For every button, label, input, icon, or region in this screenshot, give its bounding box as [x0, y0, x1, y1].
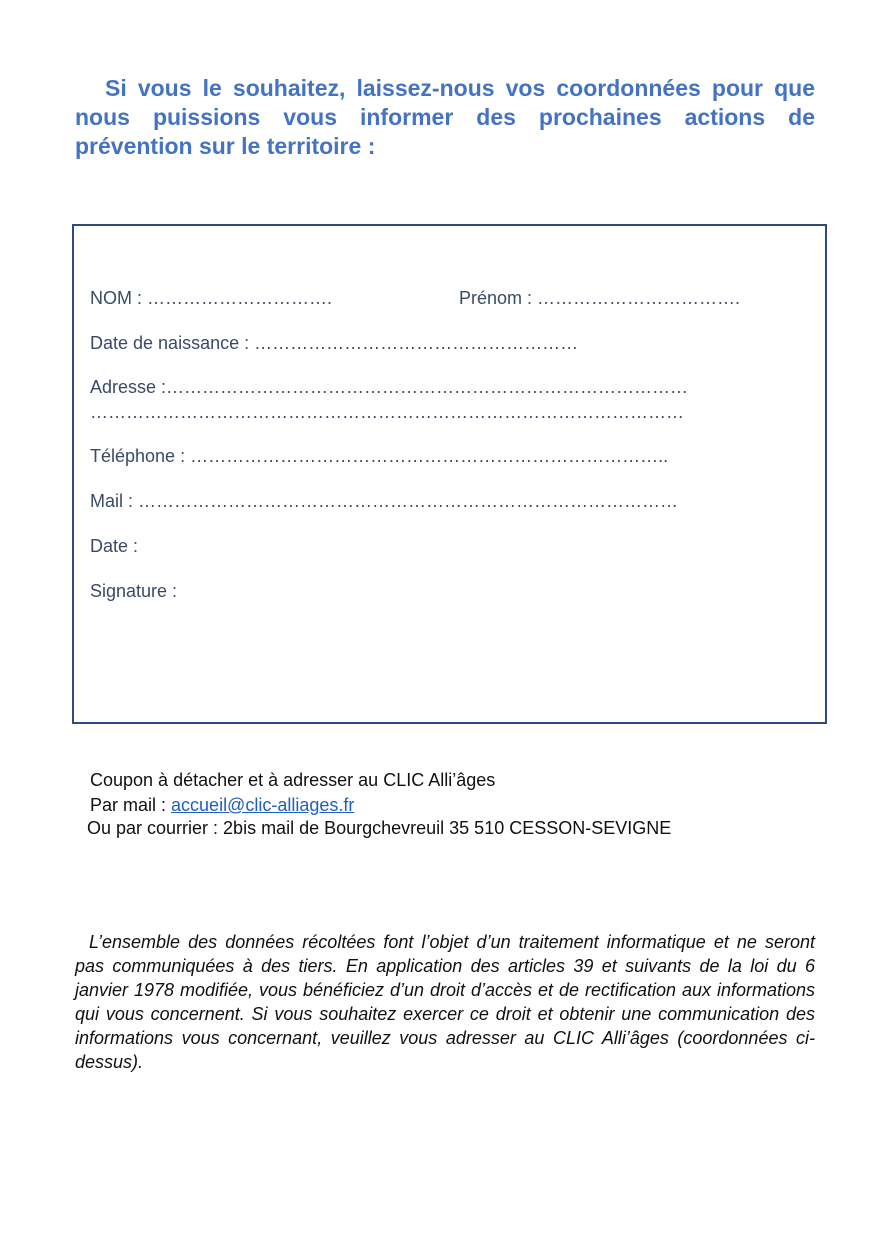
field-adresse[interactable]: Adresse :…………………………………………………………………………… [90, 377, 689, 397]
field-telephone[interactable]: Téléphone : …………………………………………………………………….. [90, 446, 669, 466]
coupon-mail-link[interactable]: accueil@clic-alliages.fr [171, 795, 355, 815]
coupon-postal-address: Ou par courrier : 2bis mail de Bourgchevreuil 35 510 CESSON-SEVIGNE [87, 818, 672, 838]
field-date-naissance[interactable]: Date de naissance : ……………………………………………… [90, 333, 579, 353]
contact-form-box [72, 224, 827, 724]
field-mail[interactable]: Mail : ……………………………………………………………………………… [90, 491, 679, 511]
coupon-mail-label: Par mail : [90, 795, 172, 815]
field-signature[interactable]: Signature : [90, 581, 178, 601]
intro-text: Si vous le souhaitez, laissez-nous vos coordonnées pour que nous puissions vous informer des prochaines actions de prévention sur le territoire : [75, 75, 815, 159]
field-adresse-line2[interactable]: ……………………………………………………………………………………… [90, 402, 684, 422]
coupon-mail-line [90, 795, 354, 816]
field-date[interactable]: Date : [90, 536, 139, 556]
coupon-instruction: Coupon à détacher et à adresser au CLIC Alli’âges [90, 770, 496, 790]
field-prenom[interactable]: Prénom : ……………………………. [459, 288, 741, 308]
field-nom[interactable]: NOM : …………………………. [90, 288, 332, 308]
legal-notice: L’ensemble des données récoltées font l’objet d’un traitement informatique et ne seront pas communiquées à des tiers. En application des articles 39 et suivants de la loi du 6 janvier 1978 modifiée, vous bénéficiez d’un droit d’accès et de rectification aux informations qui vous concernent. Si vous souhaitez exercer ce droit et obtenir une communication des informations vous concernant, veuillez vous adresser au CLIC Alli’âges (coordonnées ci-dessus). [75, 932, 815, 1072]
